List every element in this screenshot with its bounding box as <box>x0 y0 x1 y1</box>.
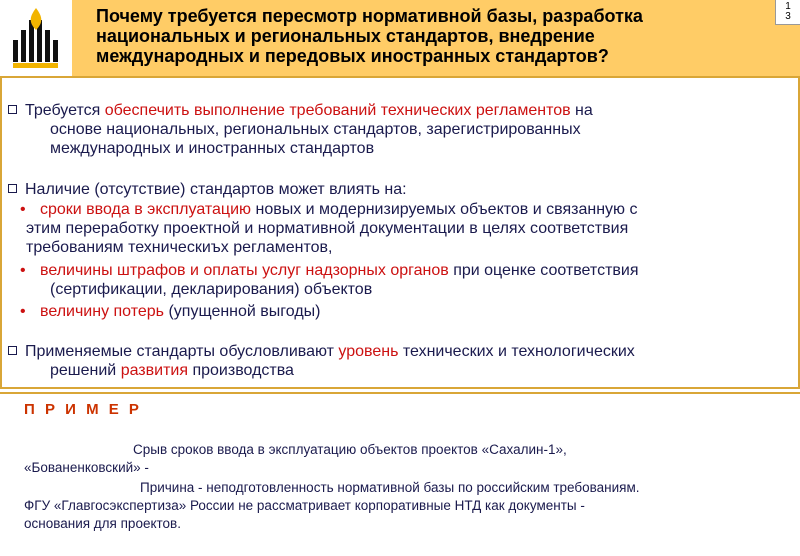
sub-point-2-line-2: (сертификации, декларирования) объектов <box>50 281 373 298</box>
point-2-lead: Наличие (отсутствие) стандартов может влиять на: <box>25 181 407 198</box>
point-3-line-2-highlight: развития <box>120 362 189 379</box>
bullet-dot-icon: • <box>20 201 26 218</box>
point-1-lead: Требуется <box>25 102 105 119</box>
sub-point-2 <box>20 262 639 281</box>
square-bullet-icon <box>8 184 17 193</box>
logo <box>0 0 72 76</box>
header-bar <box>0 0 800 76</box>
point-1-line-2: основе национальных, региональных стандартов, зарегистрированных <box>50 121 581 138</box>
example-line-3: Причина - неподготовленность нормативной базы по российским требованиям. <box>140 480 640 495</box>
bullet-dot-icon: • <box>20 303 26 320</box>
point-3-lead: Применяемые стандарты обусловливают <box>25 343 339 360</box>
rosneft-logo-icon <box>10 6 62 70</box>
sub-point-3-tail: (упущенной выгоды) <box>164 303 321 320</box>
slide-number-text: 13 <box>785 1 791 22</box>
point-3-highlight: уровень <box>338 343 399 360</box>
point-3-line-2 <box>50 362 294 381</box>
sub-point-3 <box>20 303 320 322</box>
title-line: национальных и региональных стандартов, внедрение <box>96 26 595 46</box>
sub-point-1-tail: новых и модернизируемых объектов и связанную с <box>251 201 638 218</box>
point-2 <box>8 181 407 200</box>
sub-point-1-line-2: этим переработку проектной и нормативной документации в целях соответствия <box>26 220 629 237</box>
point-3 <box>8 343 635 362</box>
slide-number <box>775 0 800 25</box>
point-3-tail: технических и технологических <box>398 343 635 360</box>
sub-point-1-line-3: требованиям техническиъх регламентов, <box>26 239 333 256</box>
point-1-line-3: международных и иностранных стандартов <box>50 140 375 157</box>
point-1 <box>8 102 593 121</box>
point-3-line-2-lead: решений <box>50 362 121 379</box>
sub-point-1 <box>20 201 637 220</box>
title-line: международных и передовых иностранных стандартов? <box>96 46 609 66</box>
square-bullet-icon <box>8 346 17 355</box>
example-line-4: ФГУ «Главгосэкспертиза» России не рассматривает корпоративные НТД как документы - <box>24 498 585 513</box>
sub-point-2-tail: при оценке соответствия <box>448 262 639 279</box>
square-bullet-icon <box>8 105 17 114</box>
example-title: П Р И М Е Р <box>24 401 142 418</box>
page-title <box>96 6 776 66</box>
sub-point-3-highlight: величину потерь <box>40 303 165 320</box>
point-1-tail: на <box>570 102 593 119</box>
point-3-line-2-tail: производства <box>188 362 294 379</box>
example-line-1: Срыв сроков ввода в эксплуатацию объектов проектов «Сахалин-1», <box>133 442 567 457</box>
example-line-2: «Бованенковский» - <box>24 460 149 475</box>
point-1-highlight: обеспечить выполнение требований технических регламентов <box>104 102 571 119</box>
title-line: Почему требуется пересмотр нормативной базы, разработка <box>96 6 643 26</box>
sub-point-1-highlight: сроки ввода в эксплуатацию <box>40 201 252 218</box>
example-line-5: основания для проектов. <box>24 516 181 531</box>
bullet-dot-icon: • <box>20 262 26 279</box>
sub-point-2-highlight: величины штрафов и оплаты услуг надзорных органов <box>40 262 449 279</box>
